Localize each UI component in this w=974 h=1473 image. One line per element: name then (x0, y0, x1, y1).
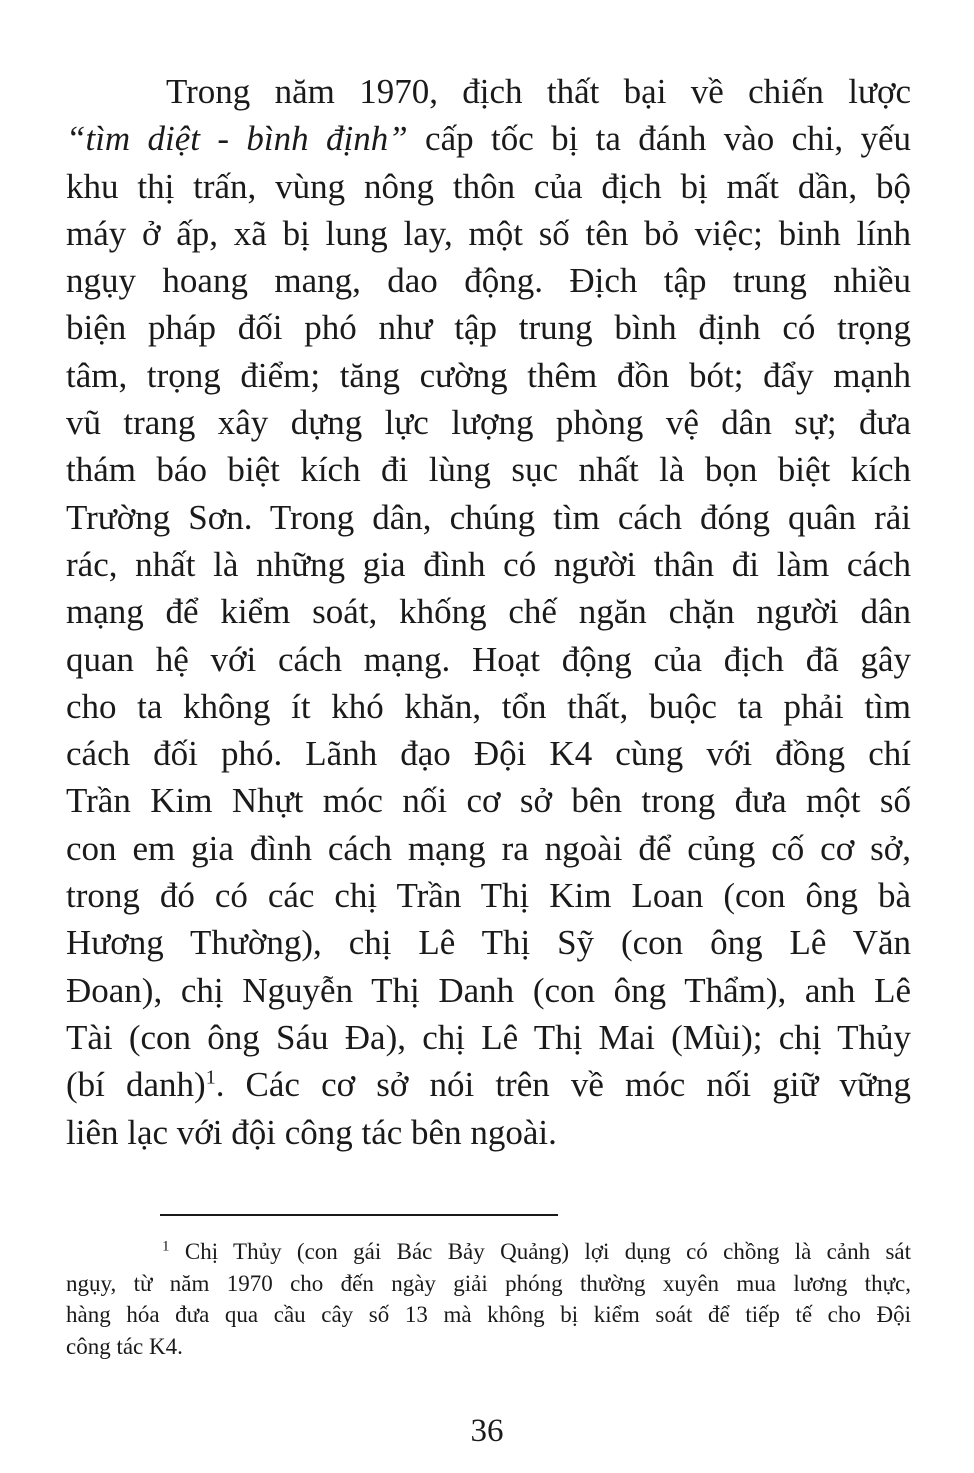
body-line: cho ta không ít khó khăn, tổn thất, buộc ta phải tìm (66, 686, 911, 726)
page-number: 36 (470, 1413, 504, 1449)
footnote-reference: 1 (205, 1066, 216, 1089)
body-line: con em gia đình cách mạng ra ngoài để củng cố cơ sở, (66, 828, 911, 868)
body-line: Đoan), chị Nguyễn Thị Danh (con ông Thẩm), anh Lê (66, 970, 911, 1010)
footnote-marker: 1 (162, 1238, 170, 1255)
body-line: khu thị trấn, vùng nông thôn của địch bị mất dần, bộ (66, 166, 911, 206)
footnote-line: hàng hóa đưa qua cầu cây số 13 mà không bị kiểm soát để tiếp tế cho Đội (66, 1302, 911, 1327)
body-line: quan hệ với cách mạng. Hoạt động của địch đã gây (66, 639, 911, 679)
body-line: rác, nhất là những gia đình có người thân đi làm cách (66, 544, 911, 584)
body-line: ngụy hoang mang, dao động. Địch tập trung nhiều (66, 261, 911, 301)
body-line: liên lạc với đội công tác bên ngoài. (66, 1112, 557, 1152)
body-line: mạng để kiểm soát, khống chế ngăn chặn người dân (66, 592, 911, 632)
footnote-text: Chị Thủy (con gái Bác Bảy Quảng) lợi dụng có chồng là cảnh sát (169, 1239, 911, 1264)
body-line: Trần Kim Nhựt móc nối cơ sở bên trong đưa một số (66, 781, 911, 821)
body-line (66, 1061, 911, 1108)
body-line-text: . Các cơ sở nói trên về móc nối giữ vững (215, 1065, 911, 1105)
footnote-line: công tác K4. (66, 1333, 183, 1359)
footnote-separator (160, 1214, 558, 1216)
body-paragraph (66, 68, 911, 1156)
body-line: Trường Sơn. Trong dân, chúng tìm cách đóng quân rải (66, 497, 911, 537)
body-line: biện pháp đối phó như tập trung bình định có trọng (66, 308, 911, 348)
body-line: tâm, trọng điểm; tăng cường thêm đồn bót; đẩy mạnh (66, 355, 911, 395)
body-line: thám báo biệt kích đi lùng sục nhất là bọn biệt kích (66, 450, 911, 490)
body-line: Hương Thường), chị Lê Thị Sỹ (con ông Lê Văn (66, 923, 911, 963)
body-line: Tài (con ông Sáu Đa), chị Lê Thị Mai (Mùi); chị Thủy (66, 1017, 911, 1057)
footnote (66, 1236, 911, 1362)
body-line-text: (bí danh) (66, 1065, 206, 1105)
body-line (66, 115, 911, 162)
body-line: máy ở ấp, xã bị lung lay, một số tên bỏ việc; binh lính (66, 213, 911, 253)
body-line: Trong năm 1970, địch thất bại về chiến lược (166, 72, 911, 111)
body-line: vũ trang xây dựng lực lượng phòng vệ dân sự; đưa (66, 403, 911, 443)
footnote-line: ngụy, từ năm 1970 cho đến ngày giải phóng thường xuyên mua lương thực, (66, 1270, 911, 1296)
body-line: cách đối phó. Lãnh đạo Đội K4 cùng với đồng chí (66, 734, 911, 774)
footnote-line (66, 1236, 911, 1268)
body-line: trong đó có các chị Trần Thị Kim Loan (con ông bà (66, 876, 911, 916)
body-line-text: cấp tốc bị ta đánh vào chi, yếu (407, 119, 911, 159)
italic-phrase: “tìm diệt - bình định” (66, 119, 408, 159)
